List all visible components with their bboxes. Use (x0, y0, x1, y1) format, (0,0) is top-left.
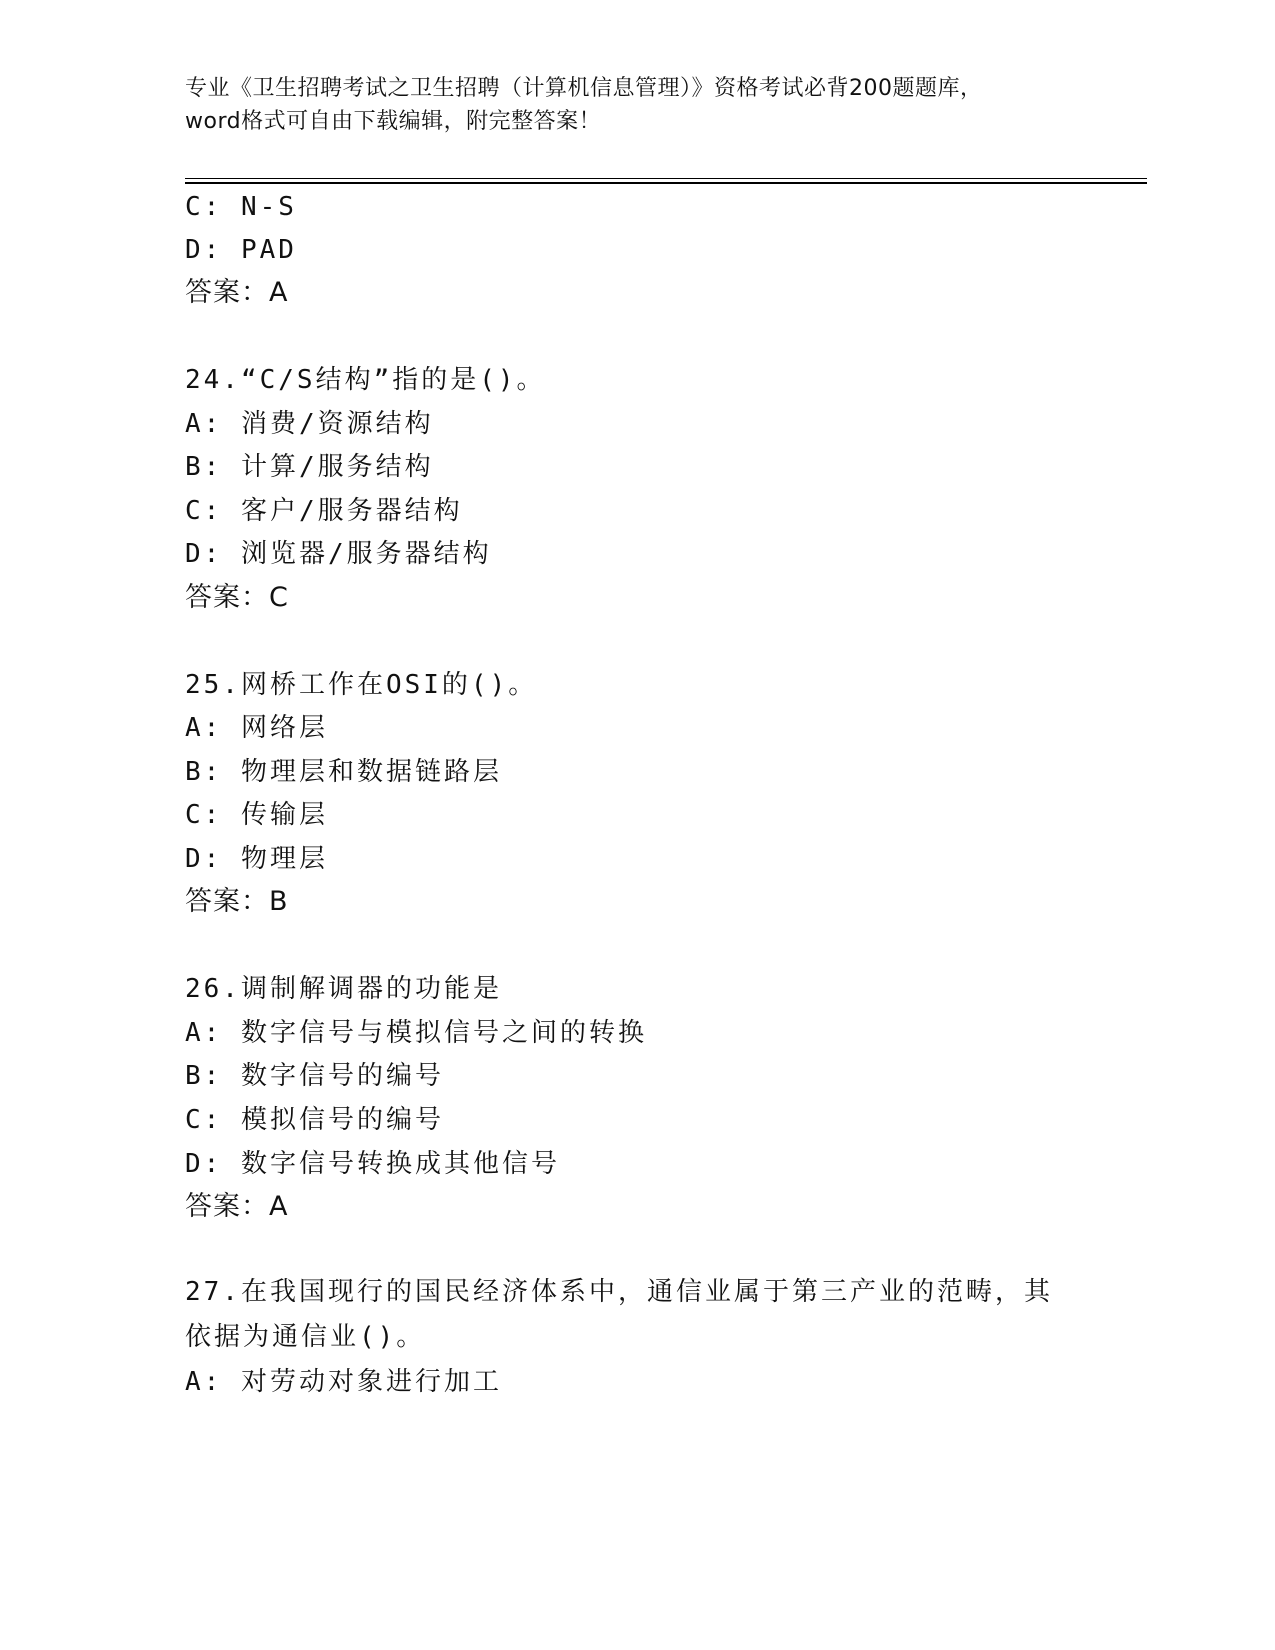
question-stem: 26.调制解调器的功能是 (185, 974, 502, 1004)
option-a: A: 对劳动对象进行加工 (185, 1367, 502, 1397)
option-d: D: 物理层 (185, 844, 328, 874)
option-c: C: 传输层 (185, 800, 328, 830)
option-a: A: 消费/资源结构 (185, 409, 434, 439)
document-header (185, 72, 1085, 138)
answer-line: 答案：A (185, 277, 289, 308)
option-d: D: 数字信号转换成其他信号 (185, 1149, 560, 1179)
option-b: B: 计算/服务结构 (185, 452, 434, 482)
option-d: D: PAD (185, 235, 297, 265)
header-divider-thin (185, 178, 1147, 179)
header-title-line-2: word格式可自由下载编辑，附完整答案！ (185, 109, 602, 134)
option-a: A: 网络层 (185, 713, 328, 743)
header-divider-thick (185, 182, 1147, 184)
option-a: A: 数字信号与模拟信号之间的转换 (185, 1018, 647, 1048)
header-title-line-1: 专业《卫生招聘考试之卫生招聘（计算机信息管理）》资格考试必背200题题库， (185, 76, 983, 101)
option-d: D: 浏览器/服务器结构 (185, 539, 492, 569)
question-stem: 27.在我国现行的国民经济体系中，通信业属于第三产业的范畴，其依据为通信业()。 (185, 1277, 1053, 1352)
question-stem: 25.网桥工作在OSI的()。 (185, 670, 538, 700)
option-c: C: 客户/服务器结构 (185, 496, 463, 526)
option-c: C: 模拟信号的编号 (185, 1105, 444, 1135)
answer-line: 答案：B (185, 886, 289, 917)
question-stem: 24.“C/S结构”指的是()。 (185, 365, 546, 395)
answer-line: 答案：A (185, 1191, 289, 1222)
option-b: B: 数字信号的编号 (185, 1061, 444, 1091)
answer-line: 答案：C (185, 582, 289, 613)
option-c: C: N-S (185, 192, 297, 222)
option-b: B: 物理层和数据链路层 (185, 757, 502, 787)
